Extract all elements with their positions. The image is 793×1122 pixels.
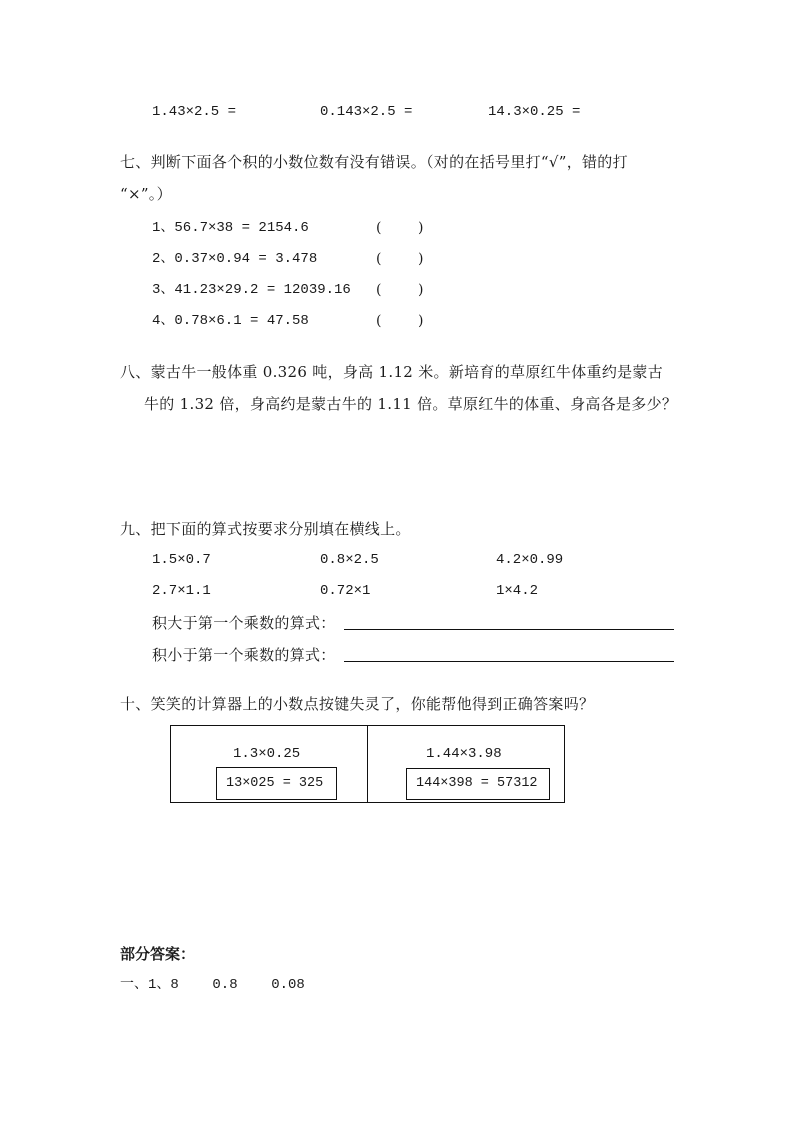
equation-1-43x2-5: 1.43×2.5 = — [152, 104, 237, 120]
equation-14-3x0-25: 14.3×0.25 = — [488, 104, 581, 120]
answer-paren-open: ( — [376, 251, 382, 267]
expr-0-72x1: 0.72×1 — [320, 583, 371, 599]
less-than-answer-line[interactable] — [344, 661, 674, 662]
judge-item-2: 2、0.37×0.94 = 3.478 — [152, 251, 318, 267]
expr-1-44x3-98: 1.44×3.98 — [426, 746, 502, 762]
answer-paren-open: ( — [376, 282, 382, 298]
answer-line-1: 一、1、8 0.8 0.08 — [120, 977, 305, 993]
section10-title: 十、笑笑的计算器上的小数点按键失灵了，你能帮他得到正确答案吗？ — [120, 695, 595, 713]
section8-problem-line2: 牛的 1.32 倍，身高约是蒙古牛的 1.11 倍。草原红牛的体重、身高各是多少？ — [144, 395, 678, 413]
calc-result-left: 13×025 = 325 — [226, 776, 324, 791]
answer-paren-close: ) — [418, 220, 424, 236]
greater-than-answer-line[interactable] — [344, 629, 674, 630]
expr-0-8x2-5: 0.8×2.5 — [320, 552, 379, 568]
judge-item-1: 1、56.7×38 = 2154.6 — [152, 220, 309, 236]
expr-2-7x1-1: 2.7×1.1 — [152, 583, 211, 599]
section9-title: 九、把下面的算式按要求分别填在横线上。 — [120, 520, 411, 538]
answer-paren-close: ) — [418, 251, 424, 267]
answers-heading: 部分答案： — [120, 945, 196, 963]
answer-paren-open: ( — [376, 220, 382, 236]
expr-1-5x0-7: 1.5×0.7 — [152, 552, 211, 568]
equation-0-143x2-5: 0.143×2.5 = — [320, 104, 413, 120]
greater-than-label: 积大于第一个乘数的算式： — [152, 614, 336, 632]
section8-problem-line1: 八、蒙古牛一般体重 0.326 吨，身高 1.12 米。新培育的草原红牛体重约是蒙古 — [120, 363, 664, 381]
answer-paren-close: ) — [418, 282, 424, 298]
table-divider — [367, 725, 368, 803]
answer-paren-close: ) — [418, 313, 424, 329]
expr-4-2x0-99: 4.2×0.99 — [496, 552, 564, 568]
calc-result-right: 144×398 = 57312 — [416, 776, 538, 791]
section7-title-cont: “×”。） — [120, 185, 172, 203]
judge-item-4: 4、0.78×6.1 = 47.58 — [152, 313, 309, 329]
expr-1x4-2: 1×4.2 — [496, 583, 539, 599]
judge-item-3: 3、41.23×29.2 = 12039.16 — [152, 282, 351, 298]
answer-paren-open: ( — [376, 313, 382, 329]
expr-1-3x0-25: 1.3×0.25 — [233, 746, 301, 762]
section7-title: 七、判断下面各个积的小数位数有没有错误。（对的在括号里打“√”，错的打 — [120, 153, 628, 171]
less-than-label: 积小于第一个乘数的算式： — [152, 646, 336, 664]
